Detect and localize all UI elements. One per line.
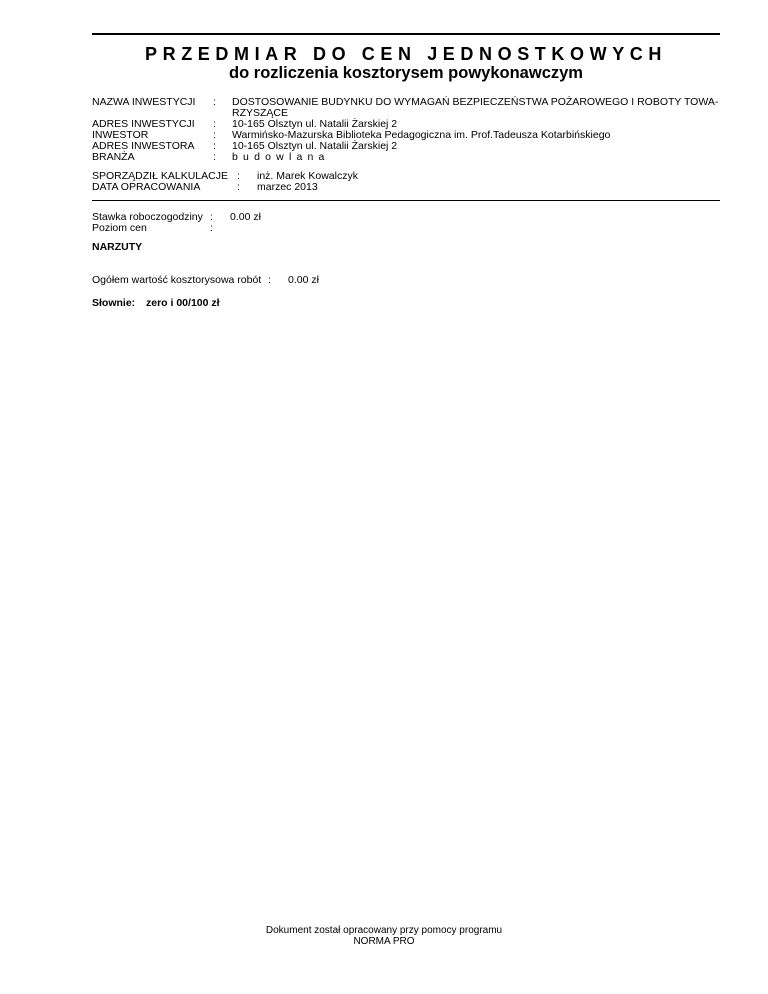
investor-value: Warmińsko-Mazurska Biblioteka Pedagogiczna im. Prof.Tadeusza Kotarbińskiego (232, 129, 611, 141)
hourly-rate-label: Stawka roboczogodziny (92, 211, 203, 223)
total-label: Ogółem wartość kosztorysowa robót (92, 274, 262, 286)
section-divider (92, 200, 720, 201)
colon: : (237, 181, 240, 193)
investment-name-value-continuation: RZYSZĄCE (232, 107, 289, 119)
author-value: inż. Marek Kowalczyk (257, 170, 358, 182)
hourly-rate-value: 0.00 zł (230, 211, 261, 223)
investor-address-label: ADRES INWESTORA (92, 140, 195, 152)
colon: : (210, 222, 213, 234)
branch-label: BRANŻA (92, 151, 135, 163)
colon: : (268, 274, 271, 286)
total-value: 0.00 zł (288, 274, 319, 286)
top-rule (92, 33, 720, 35)
investment-name-label: NAZWA INWESTYCJI (92, 96, 196, 108)
colon: : (213, 96, 216, 108)
investment-address-label: ADRES INWESTYCJI (92, 118, 195, 130)
colon: : (213, 151, 216, 163)
colon: : (213, 118, 216, 130)
date-value: marzec 2013 (257, 181, 318, 193)
surcharges-heading: NARZUTY (92, 241, 143, 253)
footer-line-2: NORMA PRO (353, 936, 415, 947)
investment-address-value: 10-165 Olsztyn ul. Natalii Żarskiej 2 (232, 118, 398, 130)
investor-label: INWESTOR (92, 129, 149, 141)
investor-address-value: 10-165 Olsztyn ul. Natalii Żarskiej 2 (232, 140, 398, 152)
footer-line-1: Dokument został opracowany przy pomocy programu (265, 925, 503, 936)
document-subtitle: do rozliczenia kosztorysem powykonawczym (229, 64, 583, 82)
words-label: Słownie: (92, 297, 136, 309)
colon: : (213, 140, 216, 152)
footer (0, 925, 768, 947)
colon: : (210, 211, 213, 223)
author-label: SPORZĄDZIŁ KALKULACJE (92, 170, 228, 182)
colon: : (237, 170, 240, 182)
investment-name-value: DOSTOSOWANIE BUDYNKU DO WYMAGAŃ BEZPIECZEŃSTWA POŻAROWEGO I ROBOTY TOWA- (232, 96, 719, 108)
words-value: zero i 00/100 zł (146, 297, 220, 309)
price-level-label: Poziom cen (92, 222, 147, 234)
branch-value: budowlana (232, 151, 330, 163)
document-title: PRZEDMIAR DO CEN JEDNOSTKOWYCH (144, 44, 667, 64)
colon: : (213, 129, 216, 141)
date-label: DATA OPRACOWANIA (92, 181, 201, 193)
